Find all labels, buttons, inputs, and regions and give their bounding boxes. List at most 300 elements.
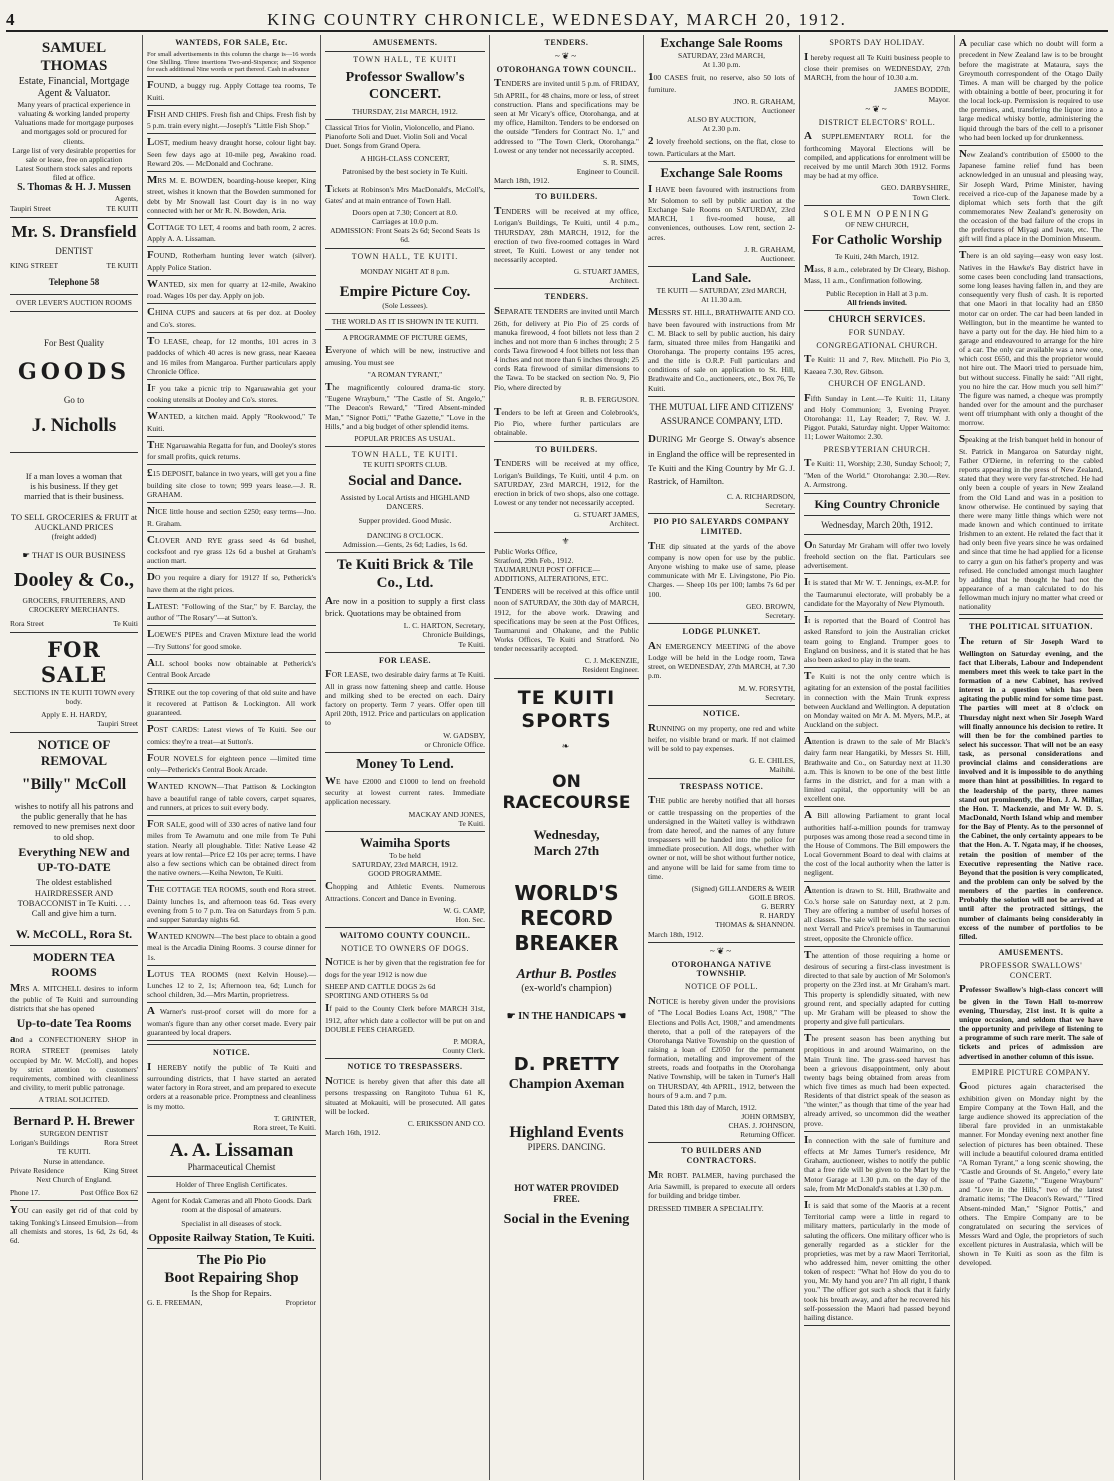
- notice-signature: G. STUART JAMES,: [573, 267, 639, 277]
- ad-title: Te Kuiti Brick & Tile Co., Ltd.: [336, 556, 474, 592]
- notice-signature: or Chronicle Office.: [424, 739, 485, 749]
- ad-phone: Telephone 58: [48, 276, 100, 287]
- list-item: CLOVER AND RYE grass seed 4s 6d bushel, cocksfoot and rye grass 12s 6d a bushel at Graham's auction mart.: [147, 533, 316, 566]
- section-heading: AMUSEMENTS.: [372, 38, 438, 47]
- notice-text: THE public are hereby notified that all horses or cattle trespassing on the properties of the undersigned in the Waitetí valley is withdrawn from date hereof, and the names of any future trespassers will be handed into the police for immediate prosecution. All dogs, whether with owner or not, will be shot without further notice, and anyone will be laid for same from time to time.: [648, 794, 795, 881]
- notice-signature: Rora street, Te Kuiti.: [253, 1122, 316, 1132]
- notice-heading: TENDERS.: [544, 292, 589, 302]
- notice-heading: SPORTS DAY HOLIDAY.: [829, 38, 925, 47]
- pointing-hand-icon: ☚: [614, 1011, 627, 1023]
- article-text: Good pictures again characterised the exhibition given on Monday night by the Empire Company at the Town Hall, and the large audience showed its appreciation of the liberal fare provided in an unmistakable manner. For Monday evening next another fine selection of pictures has been obtained. These will include a beautiful coloured drama entitled "A Roman Tyrant," a long scenic showing, the "Castle and Grounds of St. Angelo," every late issue of "Pathe Gazette," "Eugene Wrayburn" and "Love in the Hills," two of the latest dramatic items; "The Deacon's Reward," "Tired Absent-minded Man," "Signor Pottis," and others. The Empire Company are to be congratulated on securing the services of Messrs Ward and Ogle, the proprietors of such excellent pictures in Australasia, which will be shown in Te Kuiti as soon as the film is developed.: [959, 1080, 1103, 1268]
- ad-catholic-church: [804, 209, 950, 307]
- notice-heading: NOTICE TO TRESPASSERS.: [347, 1062, 463, 1072]
- ad-text: Valuations made for mortgage purposes and mortgages sold or procured for clients.: [14, 118, 134, 146]
- list-item: TO LEASE, cheap, for 12 months, 101 acres in 3 paddocks of which 40 acres is new grass, near Kaeaea and 16 miles from Mangaroa. Further particulars apply Chronicle Office.: [147, 334, 316, 376]
- ad-title: NOTICE OF REMOVAL: [37, 737, 111, 769]
- column-1: [6, 35, 143, 1480]
- notice-text: AN EMERGENCY MEETING of the above Lodge will be held in the Lodge room, Tawa street, on WEDNESDAY, 27th MARCH, at 7.30 p.m.: [648, 639, 795, 681]
- classified-list: [147, 79, 316, 1041]
- ad-text: Go to: [63, 395, 85, 406]
- ad-dransfield: [10, 218, 138, 312]
- section-heading: WANTEDS, FOR SALE, Etc.: [175, 38, 288, 47]
- notice-heading: NOTICE.: [212, 1048, 251, 1058]
- ad-text: Opposite Railway Station, Te Kuiti.: [148, 1231, 315, 1244]
- list-item: THE COTTAGE TEA ROOMS, south end Rora street. Dainty lunches 1s, and afternoon teas 6d. Teas every evening from 5 to 7 p.m. Tea on Saturdays from 5 p.m. and supper Saturday nights 6d.: [147, 883, 316, 924]
- ad-text: Classical Trios for Violin, Violoncello, and Piano. Pianoforte Soli and Duet. Violin Soli and Vocal Duet. Songs from Grand Opera.: [325, 122, 475, 151]
- notice-text: DRESSED TIMBER A SPECIALITY.: [648, 1203, 764, 1213]
- list-item: NICE little house and section £250; easy terms—Jno. R. Graham.: [147, 505, 316, 528]
- page-number: 4: [6, 10, 15, 29]
- ad-text: Large list of very desirable properties for sale or lease, free on application: [12, 145, 136, 164]
- column-5: [644, 35, 800, 1480]
- notice-signature: Mayor.: [928, 94, 950, 104]
- church-schedule: Fifth Sunday in Lent.—Te Kuiti: 11, Litany and Holy Communion; 3, Evening Prayer. Otorohanga: 11, Lay Reader; 7, Rev. W. J. Piggot. Putaki, Saturday night. Upper Waitomo: 11; Lower Waitomo: 2.30.: [804, 391, 950, 442]
- editorial-date: Wednesday, March 20th, 1912.: [804, 520, 950, 535]
- notice-heading: DISTRICT ELECTORS' ROLL.: [818, 117, 936, 127]
- notice-text: Public Works Office,: [494, 546, 558, 556]
- ad-text: SOLEMN OPENING: [823, 208, 931, 219]
- poster-name: Arthur B. Postles: [516, 967, 617, 983]
- ad-text: TE KUITI SPORTS CLUB.: [362, 459, 448, 469]
- ad-for-sale: [10, 633, 138, 734]
- notice-date: March 16th, 1912.: [325, 1128, 381, 1137]
- ad-text: A PROGRAMME OF PICTURE GEMS,: [342, 333, 468, 343]
- notice-signature: County Clerk.: [442, 1046, 485, 1056]
- list-item: LOEWE'S PIPEs and Craven Mixture lead the world—Try Suttons' for good smoke.: [147, 628, 316, 651]
- notice-signature: Secretary.: [765, 501, 795, 511]
- news-list: [959, 37, 1103, 615]
- ad-text: Mass, 8 a.m., celebrated by Dr Cleary, Bishop. Mass, 11 a.m., Confirmation following.: [804, 263, 950, 286]
- notice-text: TENDERS will be received at my office, Lorigan's Buildings, Te Kuiti, until 4 p.m. on SATURDAY, 23rd MARCH, 1912, for the erection in brick of two shops, also one cottage. Lowest or any tender not necessarily accepted.: [494, 457, 639, 508]
- article-text: Professor Swallow's high-class concert will be given in the Town Hall to-morrow evening, Thursday, 21st inst. It is quite a unique occasion, and seldom that we have the opportunity and privilege of listening to a programme of such rare merit. The sale of tickets and prices of admission are advertised in another column of this issue.: [959, 983, 1103, 1061]
- ad-text: ☛ THAT IS OUR BUSINESS: [22, 549, 126, 560]
- ad-name: J. Nicholls: [31, 415, 117, 437]
- ad-title: The Pio Pio: [196, 1253, 267, 1269]
- ad-text: Proprietor: [285, 1297, 316, 1307]
- ad-title: A. A. Lissaman: [169, 1140, 294, 1162]
- notice-text: SHEEP AND CATTLE DOGS 2s 6d: [325, 982, 436, 992]
- ad-signature: JNO. R. GRAHAM,: [733, 96, 795, 106]
- ad-title: SAMUEL THOMAS: [40, 40, 108, 75]
- ad-subtitle: Pharmaceutical Chemist: [187, 1162, 276, 1173]
- ad-nicholls: [10, 312, 138, 453]
- list-item: A Warner's rust-proof corset will do more for a woman's figure than any other corset made. Every pair guaranteed by local drapers.: [147, 1005, 316, 1037]
- ad-text: 2 lovely freehold sections, on the flat, close to town. Particulars at the Mart.: [648, 135, 795, 158]
- ad-title: Boot Repairing Shop: [164, 1270, 299, 1287]
- notice-signature: GEO. BROWN,: [746, 601, 795, 611]
- notice-heading: OTOROHANGA NATIVE TOWNSHIP.: [671, 959, 772, 979]
- ad-agents: S. Thomas & H. J. Mussen: [17, 182, 131, 194]
- ad-text: At 2.30 p.m.: [702, 124, 741, 134]
- ad-town: Te Kuiti: [113, 618, 138, 628]
- ad-date: Te Kuiti, 24th March, 1912.: [835, 251, 919, 261]
- ad-text: Tickets at Robinson's Mrs MacDonald's, McColl's, Gates' and at main entrance of Town Hall.: [325, 182, 485, 205]
- ad-address: Taupiri Street: [10, 203, 51, 213]
- ad-title: Land Sale.: [691, 270, 752, 286]
- ad-signature: Hon. Sec.: [455, 914, 485, 924]
- ad-brewer: [10, 1109, 138, 1252]
- ornament-icon: ~❦~: [554, 50, 579, 61]
- ad-empire-picture: [325, 252, 485, 443]
- list-item: THE Ngaruawahia Regatta for fun, and Dooley's stores for small profits, quick returns.: [147, 438, 316, 462]
- poster-text: (ex-world's champion): [521, 983, 612, 995]
- ad-title: Professor Swallow's CONCERT.: [345, 69, 465, 102]
- notice-signature: Maihihi.: [769, 765, 795, 775]
- notice-text: NOTICE is hereby given under the provisions of "The Local Bodies Loans Act, 1908," "The Elections and Polls Act, 1908," and amendments thereto, that a poll of the ratepayers of the Otorohanga Native Township on the question of raising a loan of £2050 for the permanent formation, metalling and improvement of the streets, roads and footpaths in the Otorohanga Native Township, will be taken in Turner's Hall on THURSDAY, 4th APRIL, 1912, between the hours of 9 a.m. and 7 p.m.: [648, 994, 795, 1100]
- notice-text: TENDERS will be received at my office, Lorigan's Buildings, Te Kuiti, until 4 p.m., THURSDAY, 28th MARCH, 1912, for the erection of two five-roomed cottages in Ward street, Te Kuiti. Lowest or any tender not necessarily accepted.: [494, 205, 639, 264]
- notice-signature: Town Clerk.: [912, 192, 950, 202]
- paper-title: King Country Chronicle: [814, 497, 940, 512]
- ad-town: TE KUITI.: [57, 1147, 91, 1157]
- ad-text: TO SELL GROCERIES & FRUIT at AUCKLAND PRICES: [10, 511, 138, 533]
- ornament-icon: ~❦~: [709, 945, 734, 956]
- poster-text: HOT WATER PROVIDED: [514, 1183, 619, 1194]
- notice-signature: R. B. FERGUSON.: [580, 394, 639, 404]
- notice-text: MR ROBT. PALMER, having purchased the Aria Sawmill, is prepared to execute all orders for building and bridge timber.: [648, 1168, 795, 1201]
- notice-text: NOTICE is hereby given that after this date all persons trespassing on Rangitoto Tuhua 61 K, situated at Mokauiti, will be prosecuted. All gates will be locked.: [325, 1075, 485, 1116]
- ad-text: Everything NEW and UP-TO-DATE: [18, 845, 130, 874]
- list-item: FOUR NOVELS for eighteen pence —limited time only—Petherick's Central Book Arcade.: [147, 751, 316, 775]
- column-7: [955, 35, 1107, 1480]
- notice-text: FOR LEASE, two desirable dairy farms at Te Kuiti. All in grass now fattening sheep and cattle. House and milking shed to be erected on each. Dairy factory on property. Term 7 years. Offer open till April 20th, 1912. Price and particulars on application to: [325, 668, 485, 728]
- notice-signature: MACKAY AND JONES,: [408, 809, 485, 819]
- list-item: FOUND, Rotherham hunting lever watch (silver). Apply Police Station.: [147, 249, 316, 272]
- ad-signature: W. McCOLL, Rora St.: [15, 926, 133, 941]
- notice-signature: R. HARDY: [759, 911, 795, 921]
- poster-text: Champion Axeman: [508, 1076, 625, 1092]
- notice-signature: G. STUART JAMES,: [573, 510, 639, 520]
- poster-text: ☛ IN THE HANDICAPS ☚: [506, 1011, 627, 1023]
- notice-subheading: NOTICE OF POLL.: [684, 982, 759, 992]
- notice-heading: TO BUILDERS.: [535, 192, 598, 202]
- list-item: A peculiar case which no doubt will form a precedent in New Zealand law is to be brought before the magistrate at Mataura, says the Greymouth correspondent of the Otago Daily Times. A man will be charged by the police with obtaining a bottle of beer, procuring it for the local lock-up. Permission is required to use the premises, and, transfering the liquor into a large medical whisky bottle, administering the liquid through the bars of the cell to a prisoner who had been locked up for drunkenness.: [959, 37, 1103, 142]
- ad-text: Holder of Three English Certificates.: [175, 1180, 288, 1190]
- ad-text: 100 CASES fruit, no reserve, also 50 lots of furniture.: [648, 71, 795, 94]
- list-item: LATEST: "Following of the Star," by F. Barclay, the author of "The Rosary"—at Sutton's.: [147, 599, 316, 623]
- ad-text: A TRIAL SOLICITED.: [38, 1095, 110, 1105]
- ad-signature: Auctioneer: [761, 105, 795, 115]
- notice-signature: Secretary.: [765, 610, 795, 620]
- ad-text: Are now in a position to supply a first class brick. Quotations may be obtained from: [325, 594, 485, 618]
- notice-signature: C. A. RICHARDSON,: [726, 491, 795, 501]
- notice-text: I HEREBY notify the public of Te Kuiti and surrounding districts, that I have started an aerated water factory in Rora street, and am prepared to execute orders at a reasonable price. Promptness and cleanliness is my motto.: [147, 1060, 316, 1111]
- notice-heading: PIO PIO SALEYARDS COMPANY LIMITED.: [653, 517, 790, 536]
- church-name: PRESBYTERIAN CHURCH.: [823, 444, 931, 454]
- masthead-title: KING COUNTRY CHRONICLE, WEDNESDAY, MARCH 20, 1912.: [267, 10, 847, 29]
- ad-text: Rora Street: [104, 1138, 138, 1148]
- ad-title: Exchange Sale Rooms: [660, 35, 783, 50]
- ornament-icon: ❧: [561, 740, 572, 751]
- notice-heading: TRESPASS NOTICE.: [679, 781, 764, 791]
- list-item: WANTED, six men for quarry at 12-mile, Awakino road. Wages 10s per day. Apply on job.: [147, 277, 316, 301]
- ad-text: "A ROMAN TYRANT,": [367, 369, 443, 379]
- ad-text: Nurse in attendance.: [43, 1156, 105, 1166]
- masthead: [6, 6, 1108, 32]
- ad-text: If a man loves a woman that is his business. If they get married that is their business.: [24, 470, 124, 502]
- editorial-masthead: [804, 493, 950, 516]
- ad-text: YOU can easily get rid of that cold by taking Tonking's Linseed Emulsion—from all chemists and stores, 1s 6d, 2s 6d, 4s 6d.: [10, 1204, 138, 1245]
- ad-text: At 1.30 p.m.: [702, 60, 741, 69]
- article-subheading: PROFESSOR SWALLOWS' CONCERT.: [979, 960, 1083, 980]
- ad-text: Admission.—Gents, 2s 6d; Ladies, 1s 6d.: [342, 539, 468, 549]
- poster-text: WORLD'S RECORD: [514, 881, 619, 931]
- notice-date: Dated this 18th day of March, 1912.: [648, 1102, 757, 1112]
- column-2: [143, 35, 321, 1480]
- notice-signature: Engineer to Council.: [576, 167, 639, 176]
- ad-signature: Chronicle Buildings,: [422, 630, 485, 640]
- list-item: In connection with the sale of furniture and effects at Mr James Turner's residence, Mr Graham, auctioneer, wishes to notify the public that a free ride will be given to the Mart by the Motor Garage at 1.30 p.m. on the day of the sale, from Mr McDonald's stables at 1.30 p.m.: [804, 1133, 950, 1193]
- notice-signature: Returning Officer.: [740, 1130, 795, 1140]
- article-subheading: EMPIRE PICTURE COMPANY.: [971, 1067, 1091, 1077]
- notice-signature: C. ERIKSSON AND CO.: [407, 1118, 485, 1128]
- ad-text: A HIGH-CLASS CONCERT,: [360, 154, 450, 164]
- ad-signature: L. C. HARTON, Secretary,: [403, 621, 485, 631]
- ad-title: GOODS: [17, 358, 131, 385]
- ad-removal: [10, 733, 138, 946]
- ad-title: MODERN TEA ROOMS: [32, 950, 116, 980]
- ad-address: KING STREET: [10, 261, 59, 271]
- list-item: COTTAGE TO LET, 4 rooms and bath room, 2 acres. Apply A. A. Lissaman.: [147, 220, 316, 244]
- section-heading: TENDERS.: [544, 38, 589, 47]
- ad-title: FOR SALE: [40, 636, 108, 688]
- poster-text: FREE.: [553, 1194, 580, 1205]
- ad-text: G. E. FREEMAN,: [147, 1297, 203, 1307]
- news-list: [804, 539, 950, 1326]
- list-item: IF you take a picnic trip to Ngaruawahia get your cooking utensils at Dooley and Co's. stores.: [147, 381, 316, 405]
- ad-date: THURSDAY, 21st MARCH, 1912.: [352, 106, 458, 116]
- ad-text: Supper provided. Good Music.: [358, 516, 452, 526]
- ad-text: The magnificently coloured drama-tic story. "Eugene Wrayburn," "The Castle of St. Angelo," "The Deacon's Reward," "Tired Absent-minded Man," "Signor Potti," "Pathe Gazette," "Love in the Hills," and a big budget of other splendid items.: [325, 380, 485, 431]
- ad-text: Post Office Box 62: [80, 1187, 138, 1197]
- column-3: [321, 35, 490, 1480]
- ad-name: "Billy" McColl: [21, 776, 127, 794]
- notice-heading: TO BUILDERS AND CONTRACTORS.: [681, 1146, 762, 1166]
- notice-heading: NOTICE.: [702, 708, 741, 718]
- list-item: ALL school books now obtainable at Petherick's Central Book Arcade: [147, 657, 316, 680]
- ad-text: For Best Quality: [44, 337, 104, 348]
- church-name: CHURCH OF ENGLAND.: [828, 378, 926, 388]
- ad-text: MRS A. MITCHELL desires to inform the public of Te Kuiti and surrounding districts that she has opened: [10, 981, 138, 1014]
- ad-date: SATURDAY, 23rd MARCH, 1912.: [352, 859, 458, 869]
- notice-signature: THOMAS & SHANNON.: [715, 920, 795, 930]
- ad-text: Apply E. H. HARDY,: [41, 710, 107, 720]
- notice-text: DURING Mr George S. Otway's absence in England the office will be represented in Te Kuiti and the King Country by Mr G. J. Rastrick, of Hamilton.: [648, 432, 795, 487]
- ad-title: Bernard P. H. Brewer: [13, 1113, 135, 1129]
- ad-text: Taupiri Street: [97, 719, 138, 729]
- ad-dooley: [10, 453, 138, 633]
- ad-subtitle: Estate, Financial, Mortgage Agent & Valuator.: [18, 75, 130, 99]
- notice-signature: (Signed) GILLANDERS & WEIR: [691, 883, 795, 893]
- notice-text: I hereby request all Te Kuiti business people to close their premises on WEDNESDAY, 27th MARCH, from the hour of 10.30 a.m.: [804, 50, 950, 83]
- notice-signature: G. BERRY: [761, 902, 795, 912]
- poster-text: ON RACECOURSE: [502, 771, 631, 813]
- poster-text: PIPERS. DANCING.: [527, 1142, 606, 1153]
- ad-text: Everyone of which will be new, instructive and amusing. You must see: [325, 344, 485, 367]
- list-item: The present season has been anything but propitious in and around Waimarino, on the Main Trunk line. The grass-seed harvest has been a grievous disappointment, only about twenty bags being obtained from areas from which five times as much had been expected. Residents of that district speak of the season as "the winter," as though that time of the year had already arrived, so uncommon did the weather prove.: [804, 1032, 950, 1128]
- ad-text: and a CONFECTIONERY SHOP in RORA STREET (premises lately occupied by Mr. W. McColl), and hopes by strict attention to customers' requirements, combined with cleanliness and civility, to merit public patronage.: [10, 1033, 138, 1092]
- section-heading: AMUSEMENTS.: [998, 948, 1064, 958]
- notice-signature: JAMES BODDIE,: [894, 85, 950, 95]
- notice-subheading: NOTICE TO OWNERS OF DOGS.: [341, 943, 469, 953]
- ad-text: GOOD PROGRAMME.: [368, 869, 442, 879]
- ad-subtitle: (Sole Lessees).: [382, 300, 428, 310]
- poster-title: TE KUITI SPORTS: [517, 686, 616, 732]
- ad-signature: Te Kuiti.: [458, 639, 485, 649]
- list-item: It is said that some of the Maoris at a recent Territorial camp were a little in regard to military matters, particularly in the mode of saluting the officers. One military officer who is generally regarded as a stickler for the proprieties, was met by a raw Maori Territorial, who addressed him, never omitting the other token of respect: "What ho! How do you do to you, Mr. My hand you are? I'm all right, I thank you." The officer got such a shock that it fairly took his breath away, and after he recovered his self-possession the Maori had passed beyond hailing distance.: [804, 1198, 950, 1322]
- ad-text: GROCERS, FRUITERERS, AND CROCKERY MERCHANTS.: [22, 596, 126, 615]
- notice-signature: Architect.: [609, 519, 639, 529]
- notice-signature: C. J. McKENZIE,: [584, 656, 639, 666]
- ad-text: DANCING 8 O'CLOCK.: [366, 530, 444, 540]
- notice-heading: OTOROHANGA TOWN COUNCIL.: [496, 64, 637, 74]
- ad-text: ALSO BY AUCTION,: [687, 114, 756, 124]
- ad-text: Patronised by the best society in Te Kuiti.: [342, 167, 468, 177]
- notice-heading: FOR LEASE.: [378, 655, 432, 665]
- poster-text: Social in the Evening: [503, 1212, 630, 1227]
- ad-text: To be held: [389, 850, 421, 860]
- crest-icon: ⚜: [561, 535, 572, 546]
- list-item: Te Kuiti is not the only centre which is agitating for an extension of the postal facilities in connection with the Main Trunk express between Auckland and Wellington. A deputation on Monday waited on Mr A. M. Myers, M.P., at Auckland on the subject.: [804, 669, 950, 729]
- notice-text: NOTICE is her by given that the registration fee for dogs for the year 1912 is now due: [325, 956, 485, 979]
- notice-signature: Resident Engineer.: [582, 665, 639, 675]
- ad-signature: J. R. GRAHAM,: [744, 244, 795, 254]
- ad-text: Doors open at 7.30; Concert at 8.0.: [352, 208, 458, 218]
- notice-date: March 18th, 1912.: [494, 176, 550, 186]
- list-item: WANTED KNOWN—The best place to obtain a good meal is the Arcadia Dining Rooms. 3 course dinner for 1s.: [147, 929, 316, 962]
- section-heading: THE POLITICAL SITUATION.: [969, 622, 1093, 632]
- list-item: New Zealand's contribution of £5000 to the Japanese famine relief fund has been acknowledged in an unusual and pleasing way, Sir Joseph Ward, Prime Minister, having received a rice-cup of the Japanese made by a diplomat which sets forth that the gift commemorates New Zealand's generosity on the occasion of the bad failure of the crops in the prefectures of Miyagi and Iwate, etc. The gift will find a place in the Dominion Museum.: [959, 147, 1103, 244]
- ad-text: Lorigan's Buildings: [10, 1138, 70, 1148]
- poster-name: D. PRETTY: [513, 1053, 620, 1075]
- poster-text: BREAKER: [514, 931, 619, 956]
- notice-text: RUNNING on my property, one red and white heifer, no visible brand or mark. If not claimed will be sold to pay expenses.: [648, 721, 795, 754]
- ad-title: Money To Lend.: [356, 756, 454, 772]
- classified-terms: For small advertisements in this column the charge is—16 words One Shilling. Three insertions Two-and-Sixpence; and Sixpence for each additional Nine words or part thereof. Cash in advance: [147, 51, 316, 77]
- ad-tea-rooms: [10, 946, 138, 1109]
- ad-address: Rora Street: [10, 618, 44, 628]
- ad-text: Phone 17.: [10, 1187, 40, 1197]
- sports-poster: [494, 687, 639, 1228]
- section-heading: CHURCH SERVICES.: [828, 313, 926, 324]
- list-item: The attention of those requiring a home or desirous of securing a first-class investment is directed to that sale by auction of Mr Solomon's property on the 23rd inst. at Mr Graham's mart. This property is splendidly situated, with new ground rent, and specially adapted for cutting up. Mr Graham will be pleased to show the property and give full particulars.: [804, 948, 950, 1026]
- list-item: There is an old saying—easy won easy lost. Natives in the Hawke's Bay district have in some cases been concluding land transactions, some long leases having fallen in, and they are consequently very flush of cash. It is reported that one Maori in that locality had an £850 motor car on order. The car had been landed in Wellington, but in the meantime he wanted to have a party out for the day. He hied him to a garage and endeavoured to arrange for the hire of a car. The only car available was a new one, which cost £650, and this the proprietor would not hire out. The Maori tried to persuade him, but without success. Finally he said: "All right, you no hire the car. How much you sell him?" The figure was named, a cheque was promptly handed over for the amount and the purchaser went off triumphant with only a thought of the morrow.: [959, 249, 1103, 428]
- ad-date: SATURDAY, 23rd MARCH,: [677, 50, 766, 60]
- ad-text: ADMISSION: Front Seats 2s 6d; Second Seats 1s 6d.: [330, 226, 480, 245]
- notice-text: THE dip situated at the yards of the above company is now open for use by the public. Anyone wishing to make use of same, please communicate with Mr E. Livingstone, Pio Pio. Charges. — Sheep 10s per 100; lambs 7s 6d per 100.: [648, 539, 795, 599]
- ad-date: TE KUITI — SATURDAY, 23rd MARCH,: [656, 285, 787, 295]
- notice-signature: M. W. FORSYTH,: [738, 683, 795, 693]
- notice-signature: Architect.: [609, 276, 639, 286]
- ad-title: Empire Picture Coy.: [339, 283, 471, 300]
- ad-text: SECTIONS IN TE KUITI TOWN every body.: [13, 687, 135, 707]
- ad-date: MONDAY NIGHT AT 8 p.m.: [360, 267, 450, 277]
- list-item: It is stated that Mr W. T. Jennings, ex-M.P. for the Taumarunui electorate, will probably be a candidate for the Mayoralty of New Plymouth.: [804, 576, 950, 608]
- ad-signature: Auctioneer.: [760, 253, 795, 263]
- ad-text: Many years of practical experience in valuating & working landed property: [17, 99, 131, 119]
- ad-text: Next Church of England.: [36, 1174, 112, 1184]
- notice-signature: P. MORA,: [453, 1037, 485, 1046]
- notice-subheading: FOR SUNDAY.: [848, 327, 906, 337]
- ad-text: Specialist in all diseases of stock.: [181, 1218, 282, 1228]
- list-item: STRIKE out the top covering of that old suite and have it recovered at Pattison & Lockington. All work guaranteed.: [147, 685, 316, 718]
- ad-signature: W. G. CAMP,: [443, 905, 485, 915]
- list-item: LOST, medium heavy draught horse, colour light bay. Seen few days ago at 10-mile peg, Awakino road. Reward 20s. — McDonald and Cochrane.: [147, 136, 316, 168]
- notice-heading: THE MUTUAL LIFE AND CITIZENS' ASSURANCE COMPANY, LTD.: [649, 401, 794, 427]
- ad-text: King Street: [103, 1165, 138, 1175]
- ornament-icon: ~❦~: [865, 103, 889, 114]
- church-schedule: Te Kuiti: 11 and 7, Rev. Mitchell. Pio Pio 3, Kaeaea 7.30, Rev. Gibson.: [804, 353, 950, 376]
- notice-text: TENDERS will be received at this office until noon of SATURDAY, the 30th day of MARCH, 1912, for the above work. Drawing and specifications may be seen at the Post Offices, Taumarunui and Ohakune, and the Public Works Offices, Te Kuiti and Stratford. No tender necessarily accepted.: [494, 585, 639, 654]
- ad-town: TE KUITI: [106, 203, 138, 213]
- notice-signature: GEO. DARBYSHIRE,: [881, 183, 950, 193]
- poster-text: Highland Events: [509, 1123, 624, 1141]
- ad-text: At 11.30 a.m.: [701, 295, 742, 305]
- list-item: WANTED, a kitchen maid. Apply "Rookwood," Te Kuiti.: [147, 410, 316, 433]
- ad-text: Carriages at 10.0 p.m.: [371, 217, 439, 227]
- notice-heading: TAUMARUNUI POST OFFICE—ADDITIONS, ALTERATIONS, ETC.: [494, 564, 609, 583]
- notice-signature: W. GADSBY,: [443, 730, 485, 740]
- ad-title: For Catholic Worship: [811, 232, 943, 248]
- notice-text: SEPARATE TENDERS are invited until March 26th, for delivery at Pio Pio of 25 cords of manuka firewood, 4 foot billets not less than 2 inches and not more than 6 inches through; 2 5 cords Tawa firewood 4 foot billets not less than 4 inches and not more than 6 inches through; 25 cords Rata firewood of similar dimensions to the Tawa. To be stacked on section No. 9, Pio Pio, where directed by: [494, 305, 639, 392]
- ad-text: THE WORLD AS IT IS SHOWN IN TE KUITI.: [331, 316, 479, 326]
- list-item: FISH AND CHIPS. Fresh fish and Chips. Fresh fish by 5 p.m. train every night.—Joseph's "Little Fish Shop.": [147, 107, 316, 131]
- list-item: CHINA CUPS and saucers at 6s per doz. at Dooley and Co's. stores.: [147, 306, 316, 329]
- ad-title: Mr. S. Dransfield: [11, 221, 137, 241]
- list-item: A Bill allowing Parliament to grant local authorities half-a-million pounds for tramway purposes was among those read a second time in the House of Commons. The Bill empowers the Local Government Board to deal with claims at the cost of the local authority when the latter is negligent.: [804, 809, 950, 878]
- ad-subtitle: SURGEON DENTIST: [39, 1129, 109, 1139]
- ad-text: wishes to notify all his patrons and the public generally that he has removed to new premises next door to old shop.: [13, 800, 135, 842]
- list-item: MRS M. E. BOWDEN, boarding-house keeper, King street, wishes it known that the Bowden summoned for debt by Mr Snowall last Court day is in no way connected with her or Mr R. N. Bowden, Aria.: [147, 173, 316, 215]
- ad-text: OVER LEVER'S AUCTION ROOMS: [16, 297, 132, 307]
- ad-lissaman: [147, 1139, 316, 1245]
- list-item: Attention is drawn to St. Hill, Brathwaite and Co.'s horse sale on Saturday next, at 2 p.m. They are offering a number of useful horses of all classes. The sale will be held on the section next Verrall and Price's premises in Taumarunui street, opposite the Chronicle office.: [804, 883, 950, 943]
- ad-town: TE KUITI: [106, 261, 138, 271]
- ad-piopio-boots: [147, 1252, 316, 1307]
- notice-text: SPORTING AND OTHERS 5s 0d: [325, 991, 428, 1001]
- list-item: Attention is drawn to the sale of Mr Black's dairy farm near Hangatiki, by Messrs St. Hill, Brathwaite and Co., on Saturday next at 11.30 a.m. This is known to be one of the best little farms in the district, and for a man with a limited capital, the opportunity will be an excellent one.: [804, 735, 950, 804]
- ad-text: MESSRS ST. HILL, BRATHWAITE AND CO. have been favoured with instructions from Mr C. M. Black to sell by public auction, his dairy farm, situated three miles from Hangatiki and Otorohanga. The property contains 195 acres, and the title is O.R.P. Full particulars and conditions of sale on application to St. Hill, Brathwaite and Co., auctioneers, etc., Box 76, Te Kuiti.: [648, 306, 796, 393]
- ad-samuel-thomas: [10, 35, 138, 218]
- notice-text: WE have £2000 and £1000 to lend on freehold security at lowest current rates. Immediate application necessary.: [325, 774, 485, 807]
- notice-text: Stratford, 29th Feb., 1912.: [494, 555, 574, 565]
- notice-text: If paid to the County Clerk before MARCH 31st, 1912, after which date a collector will be put on and DOUBLE FEES CHARGED.: [325, 1002, 485, 1034]
- notice-text: A SUPPLEMENTARY ROLL for the forthcoming Mayoral Elections will be compiled, and applications for enrolment will be received by me until March 30th 1912. Forms may be had at my office.: [804, 130, 951, 181]
- list-item: DO you require a diary for 1912? If so, Petherick's have them at the right prices.: [147, 571, 316, 594]
- notice-heading: TO BUILDERS.: [535, 444, 598, 454]
- ad-text: All friends invited.: [847, 297, 907, 307]
- pointing-hand-icon: ☛: [22, 549, 32, 560]
- list-item: £15 DEPOSIT, balance in two years, will get you a fine building site close to town; 999 years lease.—J. R. GRAHAM.: [147, 467, 316, 499]
- notice-signature: T. GRINTER,: [273, 1113, 316, 1123]
- ad-title: Exchange Sale Rooms: [660, 164, 783, 180]
- notice-text: TENDERS are invited until 5 p.m. of FRIDAY, 5th APRIL, for 48 chains, more or less, of street construction. Plans and specifications may be seen at Mr Vicary's office, Otorohanga, and at my office, Hamilton. Tenders to be endorsed on the outside "Tenders for Contract No. 1," and addressed to "The Town Clerk, Otorohanga." Lowest or any tender not necessarily accepted.: [494, 77, 639, 155]
- ad-text: Agent for Kodak Cameras and all Photo Goods. Dark room at the disposal of amateurs.: [151, 1196, 312, 1215]
- notice-text: Tenders to be left at Green and Colebrook's, Pio Pio, where further particulars are obtainable.: [494, 405, 639, 438]
- notice-heading: WAITOMO COUNTY COUNCIL.: [339, 930, 471, 940]
- poster-date: March 27th: [533, 843, 600, 859]
- list-item: On Saturday Mr Graham will offer two lovely freehold section on the flat. Particulars see advertisement.: [804, 538, 950, 571]
- column-6: [800, 35, 955, 1480]
- ad-text: POPULAR PRICES AS USUAL.: [354, 433, 456, 443]
- poster-date: Wednesday,: [533, 827, 600, 843]
- church-schedule: Te Kuiti: 11, Worship; 2.30, Sunday School; 7, "Men of the World." Otorohanga: 2.30.—Rev. A. Armstrong.: [804, 457, 950, 489]
- notice-signature: CHAS. J. JOHNSON,: [728, 1121, 795, 1131]
- ad-text: The oldest established HAIRDRESSER AND TOBACCONIST in Te Kuiti. . . . Call and give him a turn.: [17, 877, 131, 919]
- ad-text: Chopping and Athletic Events. Numerous Attractions. Concert and Dance in Evening.: [325, 880, 485, 903]
- notice-heading: LODGE PLUNKET.: [682, 627, 761, 637]
- list-item: FOUND, a buggy rug. Apply Cottage tea rooms, Te Kuiti.: [147, 79, 316, 102]
- ad-subtitle: DENTIST: [55, 246, 93, 257]
